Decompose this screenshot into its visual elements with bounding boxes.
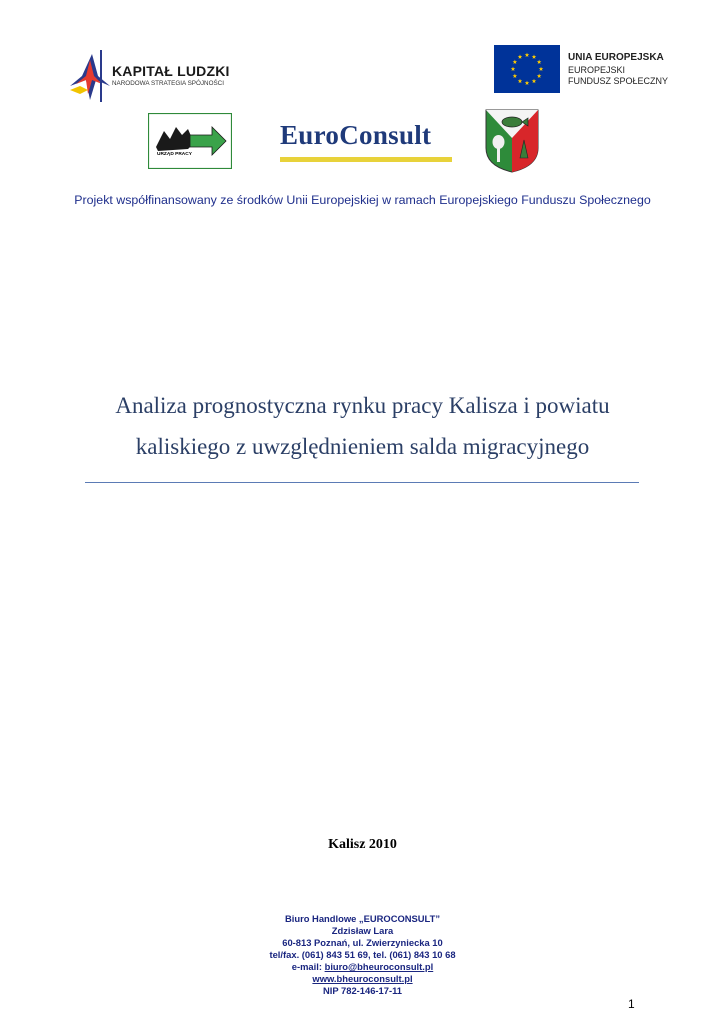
email-link[interactable]: biuro@bheuroconsult.pl xyxy=(324,961,434,972)
document-title-line-1: Analiza prognostyczna rynku pracy Kalisza i powiatu xyxy=(115,393,610,418)
coat-of-arms-icon xyxy=(484,108,540,174)
footer-person: Zdzisław Lara xyxy=(331,925,394,936)
project-funding-statement: Projekt współfinansowany ze środków Unii Europejskiej w ramach Europejskiego Funduszu Społecznego xyxy=(74,193,651,207)
footer-address: 60-813 Poznań, ul. Zwierzyniecka 10 xyxy=(282,937,443,948)
kapital-ludzki-subtitle: NARODOWA STRATEGIA SPÓJNOŚCI xyxy=(112,80,224,87)
eu-logo-line-3: FUNDUSZ SPOŁECZNY xyxy=(568,76,669,86)
euroconsult-logo-text: EuroConsult xyxy=(280,120,432,150)
footer-company: Biuro Handlowe „EUROCONSULT” xyxy=(284,913,441,924)
document-title-line-2: kaliskiego z uwzględnieniem salda migracyjnego xyxy=(135,434,590,459)
eu-logo-line-1: UNIA EUROPEJSKA xyxy=(568,52,664,63)
urzad-pracy-text: URZĄD PRACY xyxy=(157,152,192,157)
footer-email-label: e-mail: xyxy=(291,961,325,972)
urzad-pracy-logo xyxy=(148,113,232,169)
kapital-ludzki-title: KAPITAŁ LUDZKI xyxy=(112,63,230,79)
page-number: 1 xyxy=(628,997,635,1011)
coa-fish-icon xyxy=(502,117,522,127)
kl-star-yellow xyxy=(70,86,88,94)
kl-divider xyxy=(100,50,102,102)
footer-website-line xyxy=(0,973,725,985)
euroconsult-underline xyxy=(280,157,452,162)
title-underline-rule xyxy=(85,482,639,483)
footer-phones: tel/fax. (061) 843 51 69, tel. (061) 843 10 68 xyxy=(269,949,456,960)
eu-flag-icon xyxy=(494,45,560,93)
footer-email-line xyxy=(0,961,725,973)
place-and-year: Kalisz 2010 xyxy=(328,837,397,852)
eu-logo-line-2: EUROPEJSKI xyxy=(568,65,626,75)
website-link[interactable]: www.bheuroconsult.pl xyxy=(312,973,413,984)
footer-nip: NIP 782-146-17-11 xyxy=(322,985,403,996)
